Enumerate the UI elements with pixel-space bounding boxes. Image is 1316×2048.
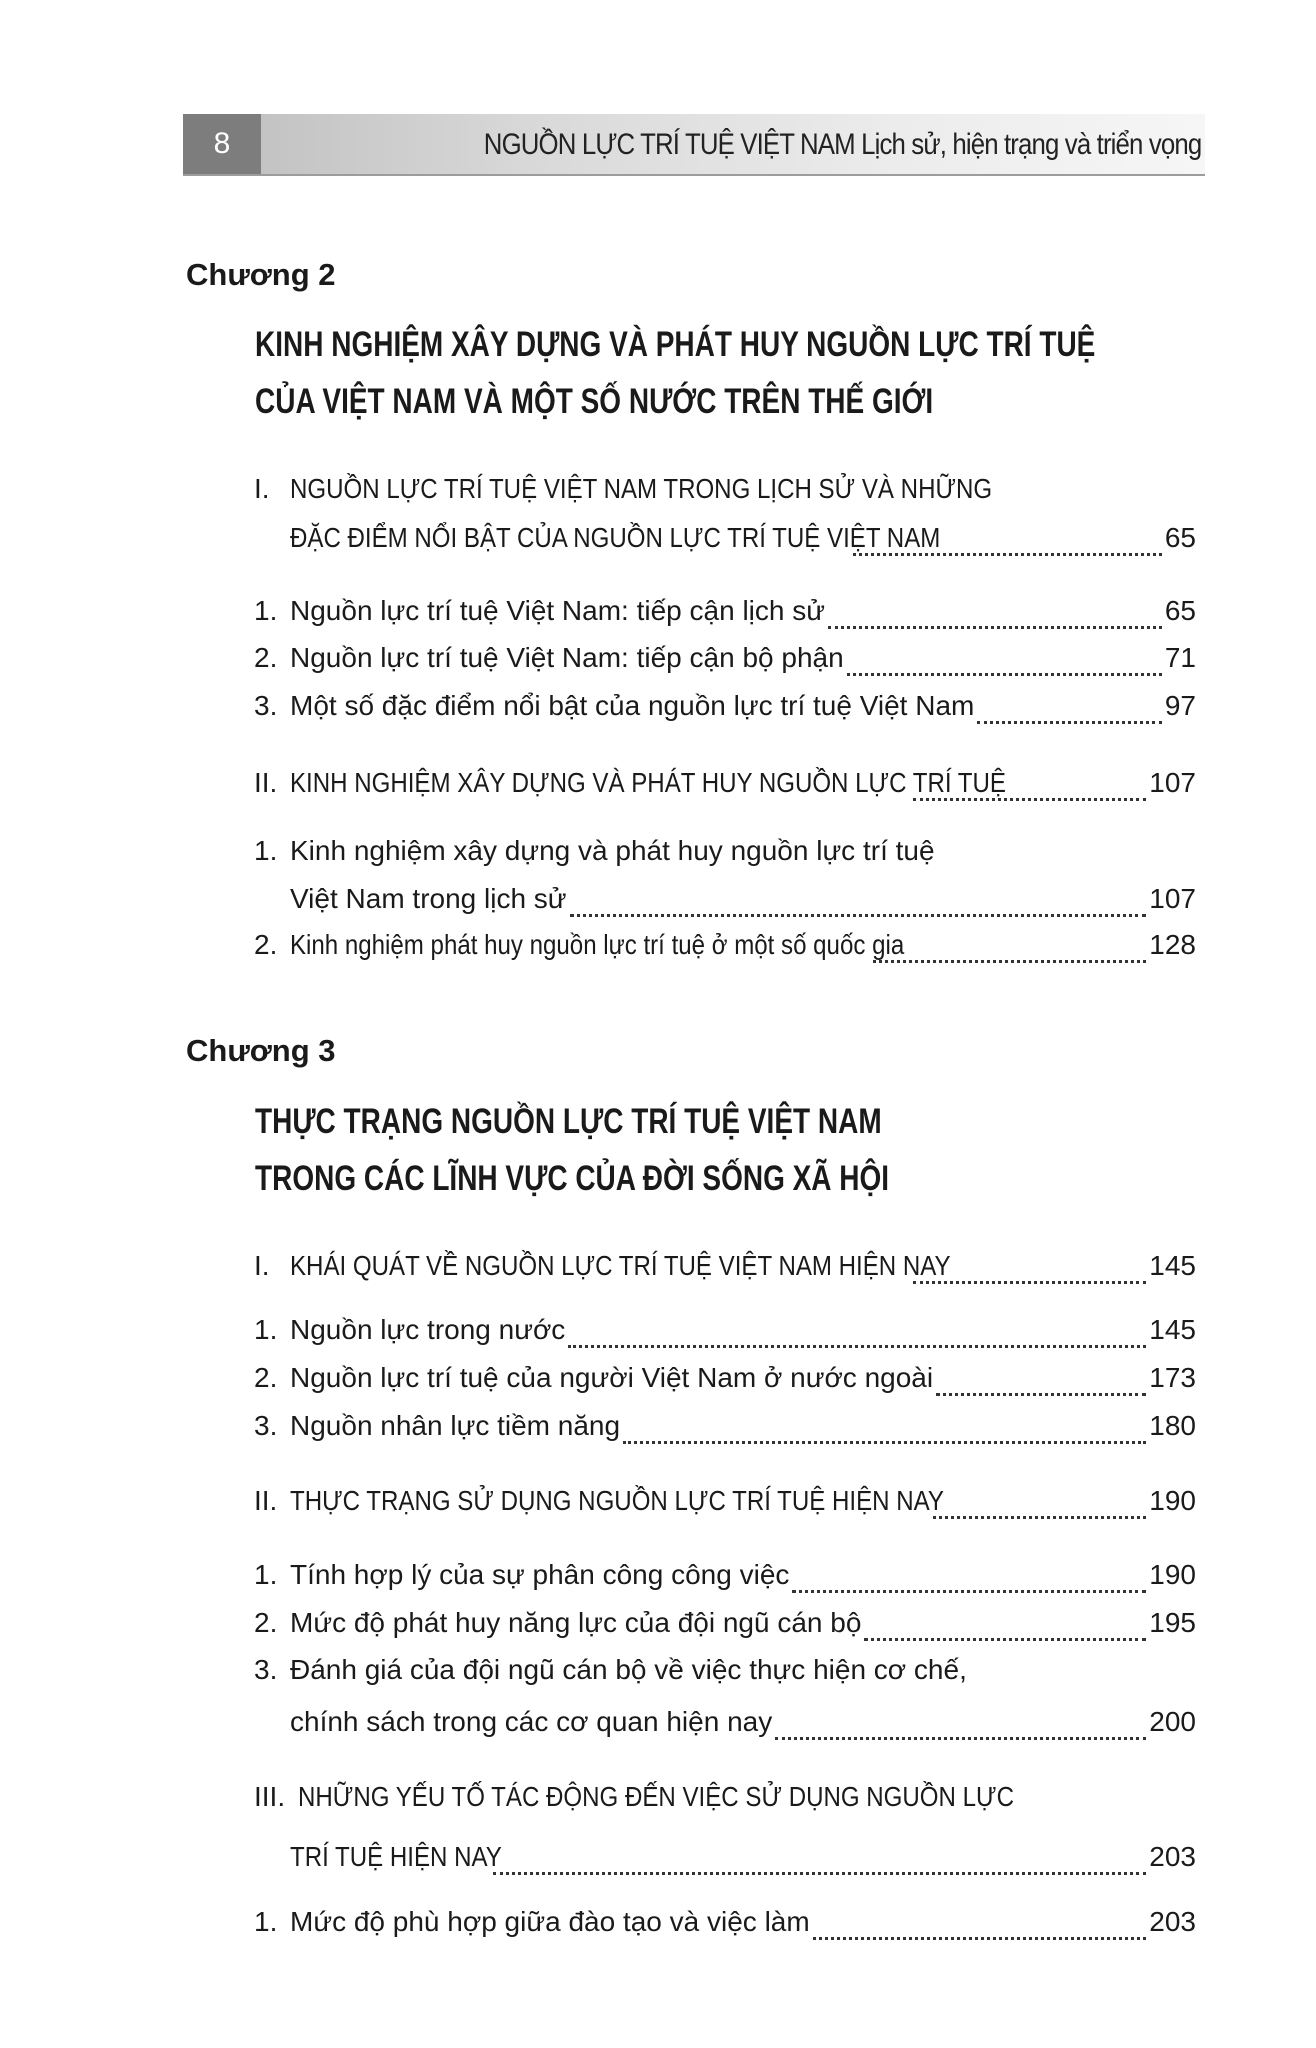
toc-entry-page: 200 [1149, 1706, 1196, 1737]
toc-entry[interactable] [254, 471, 1196, 507]
toc-entry-label: Mức độ phù hợp giữa đào tạo và việc làm [290, 1906, 810, 1937]
toc-entry-label: Kinh nghiệm phát huy nguồn lực trí tuệ ở một số quốc gia [290, 929, 905, 960]
toc-entry[interactable] [254, 640, 1196, 676]
toc-entry[interactable] [254, 833, 1196, 869]
toc-entry[interactable] [254, 1779, 1196, 1815]
toc-entry-label: chính sách trong các cơ quan hiện nay [290, 1706, 773, 1737]
chapter-2-title-line-1: KINH NGHIỆM XÂY DỰNG VÀ PHÁT HUY NGUỒN LỰC TRÍ TUỆ [255, 325, 1096, 364]
toc-entry-label: NGUỒN LỰC TRÍ TUỆ VIỆT NAM TRONG LỊCH SỬ VÀ NHỮNG [290, 473, 993, 504]
toc-entry-page: 195 [1149, 1607, 1196, 1638]
leader-dots [493, 1846, 1146, 1875]
toc-entry-number: III. [254, 1781, 286, 1812]
toc-entry-page: 145 [1149, 1314, 1196, 1345]
toc-entry[interactable] [254, 1408, 1196, 1444]
toc-entry[interactable] [254, 1312, 1196, 1348]
leader-dots [933, 1490, 1146, 1519]
toc-entry-page: 145 [1149, 1250, 1196, 1281]
toc-entry-number: 3. [254, 690, 278, 721]
page-number: 8 [183, 114, 261, 174]
chapter-2-title-line-2: CỦA VIỆT NAM VÀ MỘT SỐ NƯỚC TRÊN THẾ GIỚI [255, 382, 934, 421]
toc-entry-label: Nguồn nhân lực tiềm năng [290, 1410, 621, 1441]
toc-entry-number: 1. [254, 1559, 278, 1590]
toc-entry-page: 65 [1164, 522, 1196, 553]
toc-entry[interactable] [254, 1483, 1196, 1519]
toc-entry-label: Nguồn lực trong nước [290, 1314, 566, 1345]
leader-dots [873, 934, 1146, 963]
toc-entry-number: 3. [254, 1654, 278, 1685]
toc-entry-number: 1. [254, 595, 278, 626]
toc-entry-number: I. [254, 1250, 270, 1281]
toc-entry-page: 180 [1149, 1410, 1196, 1441]
toc-entry-number: I. [254, 473, 270, 504]
leader-dots [977, 695, 1161, 724]
toc-entry-number: 2. [254, 929, 278, 960]
toc-entry[interactable] [290, 520, 1196, 556]
toc-entry-number: II. [254, 767, 278, 798]
leader-dots [623, 1415, 1146, 1444]
leader-dots [775, 1711, 1146, 1740]
toc-entry-page: 203 [1149, 1841, 1196, 1872]
toc-entry-label: ĐẶC ĐIỂM NỔI BẬT CỦA NGUỒN LỰC TRÍ TUỆ VIỆT NAM [290, 522, 941, 553]
toc-entry[interactable] [254, 1360, 1196, 1396]
toc-entry-page: 107 [1149, 767, 1196, 798]
toc-entry-number: 3. [254, 1410, 278, 1441]
toc-entry-page: 173 [1149, 1362, 1196, 1393]
toc-entry-number: 1. [254, 1906, 278, 1937]
leader-dots [828, 600, 1162, 629]
toc-entry[interactable] [254, 927, 1196, 963]
toc-entry-page: 128 [1149, 929, 1196, 960]
toc-entry-page: 65 [1164, 595, 1196, 626]
toc-entry[interactable] [254, 1904, 1196, 1940]
chapter-3-label: Chương 3 [186, 1033, 336, 1068]
chapter-3-title-line-2: TRONG CÁC LĨNH VỰC CỦA ĐỜI SỐNG XÃ HỘI [255, 1159, 890, 1198]
toc-entry-label: Nguồn lực trí tuệ Việt Nam: tiếp cận bộ phận [290, 642, 844, 673]
toc-entry[interactable] [254, 688, 1196, 724]
toc-entry[interactable] [254, 1248, 1196, 1284]
leader-dots [847, 647, 1162, 676]
running-title: NGUỒN LỰC TRÍ TUỆ VIỆT NAM Lịch sử, hiện trạng và triển vọng [483, 128, 1201, 161]
toc-entry-label: Một số đặc điểm nổi bật của nguồn lực trí tuệ Việt Nam [290, 690, 975, 721]
leader-dots [813, 1911, 1147, 1940]
toc-entry-label: Nguồn lực trí tuệ Việt Nam: tiếp cận lịch sử [290, 595, 825, 626]
leader-dots [936, 1367, 1146, 1396]
toc-entry[interactable] [254, 593, 1196, 629]
toc-entry-label: TRÍ TUỆ HIỆN NAY [290, 1841, 502, 1872]
toc-entry-number: 1. [254, 835, 278, 866]
toc-entry-label: Kinh nghiệm xây dựng và phát huy nguồn lực trí tuệ [290, 835, 935, 866]
toc-entry-label: NHỮNG YẾU TỐ TÁC ĐỘNG ĐẾN VIỆC SỬ DỤNG NGUỒN LỰC [298, 1781, 1014, 1812]
toc-entry-label: Đánh giá của đội ngũ cán bộ về việc thực hiện cơ chế, [290, 1654, 967, 1685]
toc-entry-number: 2. [254, 642, 278, 673]
toc-entry-number: 1. [254, 1314, 278, 1345]
leader-dots [570, 888, 1147, 917]
toc-entry-number: II. [254, 1485, 278, 1516]
toc-entry[interactable] [290, 1839, 1196, 1875]
chapter-2-label: Chương 2 [186, 257, 336, 292]
toc-entry-page: 71 [1164, 642, 1196, 673]
leader-dots [568, 1319, 1146, 1348]
leader-dots [792, 1564, 1146, 1593]
toc-entry[interactable] [290, 1704, 1196, 1740]
toc-entry[interactable] [290, 881, 1196, 917]
toc-entry[interactable] [254, 1652, 1196, 1688]
toc-entry-label: Nguồn lực trí tuệ của người Việt Nam ở nước ngoài [290, 1362, 934, 1393]
leader-dots [864, 1612, 1146, 1641]
toc-entry-page: 107 [1149, 883, 1196, 914]
toc-entry-label: KINH NGHIỆM XÂY DỰNG VÀ PHÁT HUY NGUỒN LỰC TRÍ TUỆ [290, 767, 1006, 798]
toc-entry[interactable] [254, 1557, 1196, 1593]
toc-entry-page: 190 [1149, 1559, 1196, 1590]
toc-entry-number: 2. [254, 1362, 278, 1393]
toc-entry-label: THỰC TRẠNG SỬ DỤNG NGUỒN LỰC TRÍ TUỆ HIỆN NAY [290, 1485, 944, 1516]
toc-entry-label: Mức độ phát huy năng lực của đội ngũ cán bộ [290, 1607, 862, 1638]
toc-entry-number: 2. [254, 1607, 278, 1638]
toc-entry-label: KHÁI QUÁT VỀ NGUỒN LỰC TRÍ TUỆ VIỆT NAM HIỆN NAY [290, 1250, 951, 1281]
toc-entry-label: Tính hợp lý của sự phân công công việc [290, 1559, 790, 1590]
toc-entry-page: 190 [1149, 1485, 1196, 1516]
chapter-3-title-line-1: THỰC TRẠNG NGUỒN LỰC TRÍ TUỆ VIỆT NAM [255, 1102, 882, 1141]
toc-entry-page: 203 [1149, 1906, 1196, 1937]
toc-entry-label: Việt Nam trong lịch sử [290, 883, 567, 914]
toc-entry[interactable] [254, 765, 1196, 801]
toc-entry[interactable] [254, 1605, 1196, 1641]
toc-entry-page: 97 [1164, 690, 1196, 721]
